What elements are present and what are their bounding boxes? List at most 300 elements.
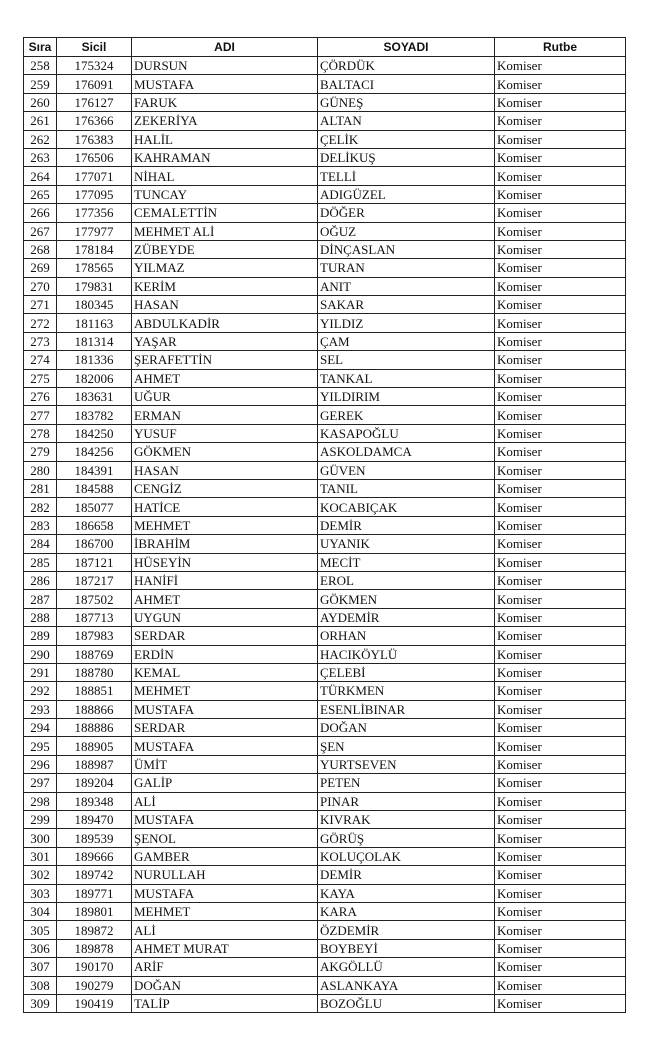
cell-adi: UYGUN: [132, 608, 318, 626]
cell-sicil: 188769: [57, 645, 132, 663]
cell-soyadi: HACIKÖYLÜ: [318, 645, 495, 663]
cell-adi: MUSTAFA: [132, 884, 318, 902]
cell-sira: 277: [24, 406, 57, 424]
cell-sicil: 184250: [57, 424, 132, 442]
cell-rutbe: Komiser: [495, 148, 626, 166]
cell-adi: DURSUN: [132, 57, 318, 75]
cell-sicil: 188886: [57, 719, 132, 737]
table-row: [24, 424, 626, 442]
table-row: [24, 388, 626, 406]
cell-sicil: 184588: [57, 479, 132, 497]
cell-adi: YUSUF: [132, 424, 318, 442]
cell-adi: ABDULKADİR: [132, 314, 318, 332]
table-row: [24, 93, 626, 111]
cell-rutbe: Komiser: [495, 627, 626, 645]
cell-sira: 265: [24, 185, 57, 203]
table-row: [24, 774, 626, 792]
cell-rutbe: Komiser: [495, 259, 626, 277]
cell-sicil: 183782: [57, 406, 132, 424]
cell-rutbe: Komiser: [495, 93, 626, 111]
cell-sicil: 177095: [57, 185, 132, 203]
cell-rutbe: Komiser: [495, 57, 626, 75]
table-row: [24, 994, 626, 1012]
cell-soyadi: ALTAN: [318, 112, 495, 130]
cell-sicil: 187217: [57, 571, 132, 589]
cell-sicil: 181163: [57, 314, 132, 332]
cell-sicil: 184391: [57, 461, 132, 479]
cell-sira: 269: [24, 259, 57, 277]
cell-rutbe: Komiser: [495, 976, 626, 994]
table-row: [24, 608, 626, 626]
table-row: [24, 148, 626, 166]
cell-sira: 309: [24, 994, 57, 1012]
cell-sira: 266: [24, 204, 57, 222]
cell-adi: İBRAHİM: [132, 535, 318, 553]
cell-rutbe: Komiser: [495, 516, 626, 534]
cell-rutbe: Komiser: [495, 884, 626, 902]
cell-rutbe: Komiser: [495, 590, 626, 608]
table-row: [24, 811, 626, 829]
cell-sicil: 188987: [57, 755, 132, 773]
table-row: [24, 590, 626, 608]
cell-sicil: 175324: [57, 57, 132, 75]
cell-adi: UĞUR: [132, 388, 318, 406]
cell-sicil: 178565: [57, 259, 132, 277]
cell-adi: MUSTAFA: [132, 737, 318, 755]
cell-sira: 273: [24, 332, 57, 350]
table-row: [24, 884, 626, 902]
table-row: [24, 921, 626, 939]
cell-rutbe: Komiser: [495, 479, 626, 497]
cell-soyadi: PINAR: [318, 792, 495, 810]
table-row: [24, 332, 626, 350]
cell-rutbe: Komiser: [495, 571, 626, 589]
cell-adi: NİHAL: [132, 167, 318, 185]
table-header-row: [24, 38, 626, 57]
cell-rutbe: Komiser: [495, 994, 626, 1012]
cell-adi: ERDİN: [132, 645, 318, 663]
cell-soyadi: ÇELİK: [318, 130, 495, 148]
cell-sira: 267: [24, 222, 57, 240]
cell-rutbe: Komiser: [495, 811, 626, 829]
cell-soyadi: ŞEN: [318, 737, 495, 755]
cell-adi: CENGİZ: [132, 479, 318, 497]
cell-rutbe: Komiser: [495, 75, 626, 93]
cell-adi: AHMET: [132, 369, 318, 387]
cell-soyadi: KAYA: [318, 884, 495, 902]
cell-adi: TUNCAY: [132, 185, 318, 203]
cell-rutbe: Komiser: [495, 829, 626, 847]
cell-rutbe: Komiser: [495, 296, 626, 314]
cell-sira: 258: [24, 57, 57, 75]
table-row: [24, 369, 626, 387]
cell-rutbe: Komiser: [495, 608, 626, 626]
cell-adi: MEHMET ALİ: [132, 222, 318, 240]
cell-sicil: 179831: [57, 277, 132, 295]
cell-sicil: 189470: [57, 811, 132, 829]
cell-soyadi: GÖKMEN: [318, 590, 495, 608]
cell-sicil: 177356: [57, 204, 132, 222]
cell-soyadi: MECİT: [318, 553, 495, 571]
cell-adi: ZÜBEYDE: [132, 240, 318, 258]
cell-rutbe: Komiser: [495, 369, 626, 387]
table-row: [24, 461, 626, 479]
cell-adi: ARİF: [132, 958, 318, 976]
cell-rutbe: Komiser: [495, 645, 626, 663]
cell-sira: 280: [24, 461, 57, 479]
cell-rutbe: Komiser: [495, 112, 626, 130]
cell-sira: 262: [24, 130, 57, 148]
cell-soyadi: BOYBEYİ: [318, 939, 495, 957]
cell-sicil: 189539: [57, 829, 132, 847]
cell-rutbe: Komiser: [495, 902, 626, 920]
cell-sira: 301: [24, 847, 57, 865]
cell-sira: 285: [24, 553, 57, 571]
cell-rutbe: Komiser: [495, 314, 626, 332]
table-row: [24, 204, 626, 222]
cell-adi: YILMAZ: [132, 259, 318, 277]
cell-sicil: 189771: [57, 884, 132, 902]
cell-sicil: 189204: [57, 774, 132, 792]
cell-sicil: 190170: [57, 958, 132, 976]
cell-adi: MEHMET: [132, 516, 318, 534]
cell-adi: KAHRAMAN: [132, 148, 318, 166]
cell-soyadi: KARA: [318, 902, 495, 920]
table-row: [24, 939, 626, 957]
cell-sicil: 188851: [57, 682, 132, 700]
cell-rutbe: Komiser: [495, 535, 626, 553]
cell-soyadi: TELLİ: [318, 167, 495, 185]
cell-adi: MUSTAFA: [132, 700, 318, 718]
cell-soyadi: TÜRKMEN: [318, 682, 495, 700]
cell-sira: 299: [24, 811, 57, 829]
cell-sira: 292: [24, 682, 57, 700]
cell-adi: MEHMET: [132, 902, 318, 920]
table-row: [24, 627, 626, 645]
cell-sira: 274: [24, 351, 57, 369]
cell-sira: 282: [24, 498, 57, 516]
cell-adi: FARUK: [132, 93, 318, 111]
cell-sira: 298: [24, 792, 57, 810]
cell-adi: GAMBER: [132, 847, 318, 865]
table-row: [24, 443, 626, 461]
cell-sira: 291: [24, 663, 57, 681]
cell-soyadi: TANIL: [318, 479, 495, 497]
table-row: [24, 185, 626, 203]
cell-sira: 293: [24, 700, 57, 718]
cell-soyadi: YURTSEVEN: [318, 755, 495, 773]
header-rutbe: Rutbe: [495, 38, 626, 57]
cell-adi: MUSTAFA: [132, 75, 318, 93]
cell-adi: ÜMİT: [132, 755, 318, 773]
cell-sicil: 190279: [57, 976, 132, 994]
cell-soyadi: OĞUZ: [318, 222, 495, 240]
cell-rutbe: Komiser: [495, 774, 626, 792]
header-sira: Sıra: [24, 38, 57, 57]
cell-soyadi: PETEN: [318, 774, 495, 792]
cell-soyadi: ADIGÜZEL: [318, 185, 495, 203]
cell-sicil: 181314: [57, 332, 132, 350]
cell-sicil: 185077: [57, 498, 132, 516]
cell-soyadi: DEMİR: [318, 516, 495, 534]
cell-rutbe: Komiser: [495, 204, 626, 222]
table-row: [24, 516, 626, 534]
cell-rutbe: Komiser: [495, 498, 626, 516]
cell-sicil: 187502: [57, 590, 132, 608]
cell-adi: GÖKMEN: [132, 443, 318, 461]
cell-adi: SERDAR: [132, 627, 318, 645]
cell-soyadi: ORHAN: [318, 627, 495, 645]
cell-adi: AHMET MURAT: [132, 939, 318, 957]
cell-soyadi: DEMİR: [318, 866, 495, 884]
cell-sicil: 177071: [57, 167, 132, 185]
cell-sicil: 189348: [57, 792, 132, 810]
cell-sicil: 187983: [57, 627, 132, 645]
table-row: [24, 719, 626, 737]
cell-sicil: 190419: [57, 994, 132, 1012]
cell-sira: 303: [24, 884, 57, 902]
table-row: [24, 682, 626, 700]
cell-rutbe: Komiser: [495, 277, 626, 295]
cell-sicil: 182006: [57, 369, 132, 387]
cell-soyadi: KOCABIÇAK: [318, 498, 495, 516]
table-row: [24, 112, 626, 130]
cell-adi: KEMAL: [132, 663, 318, 681]
table-row: [24, 829, 626, 847]
cell-adi: SERDAR: [132, 719, 318, 737]
cell-soyadi: AKGÖLLÜ: [318, 958, 495, 976]
cell-sira: 294: [24, 719, 57, 737]
table-row: [24, 571, 626, 589]
cell-rutbe: Komiser: [495, 406, 626, 424]
cell-sicil: 180345: [57, 296, 132, 314]
cell-sira: 275: [24, 369, 57, 387]
cell-sira: 307: [24, 958, 57, 976]
cell-soyadi: DİNÇASLAN: [318, 240, 495, 258]
table-row: [24, 479, 626, 497]
header-sicil: Sicil: [57, 38, 132, 57]
cell-rutbe: Komiser: [495, 424, 626, 442]
cell-adi: MUSTAFA: [132, 811, 318, 829]
table-row: [24, 553, 626, 571]
cell-soyadi: ANIT: [318, 277, 495, 295]
cell-rutbe: Komiser: [495, 921, 626, 939]
cell-sira: 281: [24, 479, 57, 497]
cell-sicil: 183631: [57, 388, 132, 406]
cell-soyadi: BALTACI: [318, 75, 495, 93]
cell-sicil: 186658: [57, 516, 132, 534]
cell-sicil: 184256: [57, 443, 132, 461]
cell-sira: 288: [24, 608, 57, 626]
cell-soyadi: GÜNEŞ: [318, 93, 495, 111]
cell-sira: 296: [24, 755, 57, 773]
table-row: [24, 958, 626, 976]
cell-sira: 271: [24, 296, 57, 314]
cell-sira: 305: [24, 921, 57, 939]
cell-adi: HALİL: [132, 130, 318, 148]
cell-soyadi: DELİKUŞ: [318, 148, 495, 166]
table-row: [24, 222, 626, 240]
cell-sicil: 186700: [57, 535, 132, 553]
cell-adi: HASAN: [132, 296, 318, 314]
cell-sira: 263: [24, 148, 57, 166]
cell-adi: YAŞAR: [132, 332, 318, 350]
cell-sicil: 189666: [57, 847, 132, 865]
cell-sira: 272: [24, 314, 57, 332]
cell-sira: 304: [24, 902, 57, 920]
cell-adi: MEHMET: [132, 682, 318, 700]
cell-soyadi: UYANIK: [318, 535, 495, 553]
cell-sicil: 188866: [57, 700, 132, 718]
cell-adi: CEMALETTİN: [132, 204, 318, 222]
cell-sira: 290: [24, 645, 57, 663]
cell-sicil: 176127: [57, 93, 132, 111]
cell-rutbe: Komiser: [495, 167, 626, 185]
cell-rutbe: Komiser: [495, 332, 626, 350]
cell-soyadi: ÇELEBİ: [318, 663, 495, 681]
cell-sira: 259: [24, 75, 57, 93]
cell-adi: ALİ: [132, 921, 318, 939]
table-row: [24, 866, 626, 884]
cell-sira: 260: [24, 93, 57, 111]
cell-adi: HASAN: [132, 461, 318, 479]
cell-sira: 270: [24, 277, 57, 295]
cell-rutbe: Komiser: [495, 240, 626, 258]
cell-adi: GALİP: [132, 774, 318, 792]
cell-soyadi: GÜVEN: [318, 461, 495, 479]
table-row: [24, 240, 626, 258]
cell-sira: 261: [24, 112, 57, 130]
table-row: [24, 976, 626, 994]
cell-soyadi: EROL: [318, 571, 495, 589]
cell-sicil: 189742: [57, 866, 132, 884]
table-row: [24, 645, 626, 663]
cell-adi: NURULLAH: [132, 866, 318, 884]
cell-soyadi: AYDEMİR: [318, 608, 495, 626]
cell-rutbe: Komiser: [495, 700, 626, 718]
cell-rutbe: Komiser: [495, 388, 626, 406]
table-row: [24, 663, 626, 681]
table-row: [24, 167, 626, 185]
cell-adi: HANİFİ: [132, 571, 318, 589]
cell-adi: ŞERAFETTİN: [132, 351, 318, 369]
table-row: [24, 130, 626, 148]
cell-soyadi: YILDIZ: [318, 314, 495, 332]
cell-sicil: 176366: [57, 112, 132, 130]
cell-soyadi: ASLANKAYA: [318, 976, 495, 994]
cell-rutbe: Komiser: [495, 461, 626, 479]
table-row: [24, 792, 626, 810]
cell-adi: HÜSEYİN: [132, 553, 318, 571]
cell-sira: 295: [24, 737, 57, 755]
cell-rutbe: Komiser: [495, 958, 626, 976]
cell-rutbe: Komiser: [495, 130, 626, 148]
cell-soyadi: KASAPOĞLU: [318, 424, 495, 442]
cell-soyadi: YILDIRIM: [318, 388, 495, 406]
cell-sicil: 176091: [57, 75, 132, 93]
cell-sicil: 188905: [57, 737, 132, 755]
table-row: [24, 406, 626, 424]
cell-soyadi: KOLUÇOLAK: [318, 847, 495, 865]
cell-soyadi: GEREK: [318, 406, 495, 424]
cell-rutbe: Komiser: [495, 222, 626, 240]
cell-sicil: 176383: [57, 130, 132, 148]
cell-rutbe: Komiser: [495, 755, 626, 773]
cell-sicil: 178184: [57, 240, 132, 258]
table-row: [24, 277, 626, 295]
cell-rutbe: Komiser: [495, 553, 626, 571]
table-body: [24, 57, 626, 1013]
header-soyadi: SOYADI: [318, 38, 495, 57]
cell-rutbe: Komiser: [495, 682, 626, 700]
table-row: [24, 259, 626, 277]
cell-rutbe: Komiser: [495, 866, 626, 884]
table-row: [24, 498, 626, 516]
cell-rutbe: Komiser: [495, 792, 626, 810]
table-row: [24, 535, 626, 553]
cell-soyadi: TANKAL: [318, 369, 495, 387]
cell-sira: 279: [24, 443, 57, 461]
cell-sira: 264: [24, 167, 57, 185]
cell-adi: ERMAN: [132, 406, 318, 424]
table-row: [24, 737, 626, 755]
cell-soyadi: ESENLİBINAR: [318, 700, 495, 718]
cell-soyadi: ÇAM: [318, 332, 495, 350]
cell-sicil: 189801: [57, 902, 132, 920]
cell-soyadi: SAKAR: [318, 296, 495, 314]
cell-sicil: 181336: [57, 351, 132, 369]
cell-sira: 289: [24, 627, 57, 645]
cell-soyadi: DOĞAN: [318, 719, 495, 737]
cell-sicil: 189872: [57, 921, 132, 939]
cell-adi: DOĞAN: [132, 976, 318, 994]
cell-soyadi: KIVRAK: [318, 811, 495, 829]
cell-soyadi: BOZOĞLU: [318, 994, 495, 1012]
cell-soyadi: SEL: [318, 351, 495, 369]
table-row: [24, 296, 626, 314]
table-row: [24, 75, 626, 93]
table-row: [24, 57, 626, 75]
cell-sira: 308: [24, 976, 57, 994]
cell-sira: 297: [24, 774, 57, 792]
cell-soyadi: ÇÖRDÜK: [318, 57, 495, 75]
cell-sicil: 176506: [57, 148, 132, 166]
cell-sira: 300: [24, 829, 57, 847]
cell-sicil: 177977: [57, 222, 132, 240]
cell-soyadi: GÖRÜŞ: [318, 829, 495, 847]
cell-adi: ZEKERİYA: [132, 112, 318, 130]
cell-sira: 268: [24, 240, 57, 258]
cell-adi: TALİP: [132, 994, 318, 1012]
cell-soyadi: ÖZDEMİR: [318, 921, 495, 939]
table-row: [24, 902, 626, 920]
cell-sicil: 187121: [57, 553, 132, 571]
cell-sicil: 188780: [57, 663, 132, 681]
cell-adi: KERİM: [132, 277, 318, 295]
cell-adi: AHMET: [132, 590, 318, 608]
cell-soyadi: DÖĞER: [318, 204, 495, 222]
cell-rutbe: Komiser: [495, 847, 626, 865]
cell-sira: 283: [24, 516, 57, 534]
header-adi: ADI: [132, 38, 318, 57]
cell-sira: 286: [24, 571, 57, 589]
cell-rutbe: Komiser: [495, 185, 626, 203]
cell-sira: 284: [24, 535, 57, 553]
cell-sicil: 187713: [57, 608, 132, 626]
cell-soyadi: ASKOLDAMCA: [318, 443, 495, 461]
cell-rutbe: Komiser: [495, 719, 626, 737]
personnel-table: [23, 37, 626, 1013]
